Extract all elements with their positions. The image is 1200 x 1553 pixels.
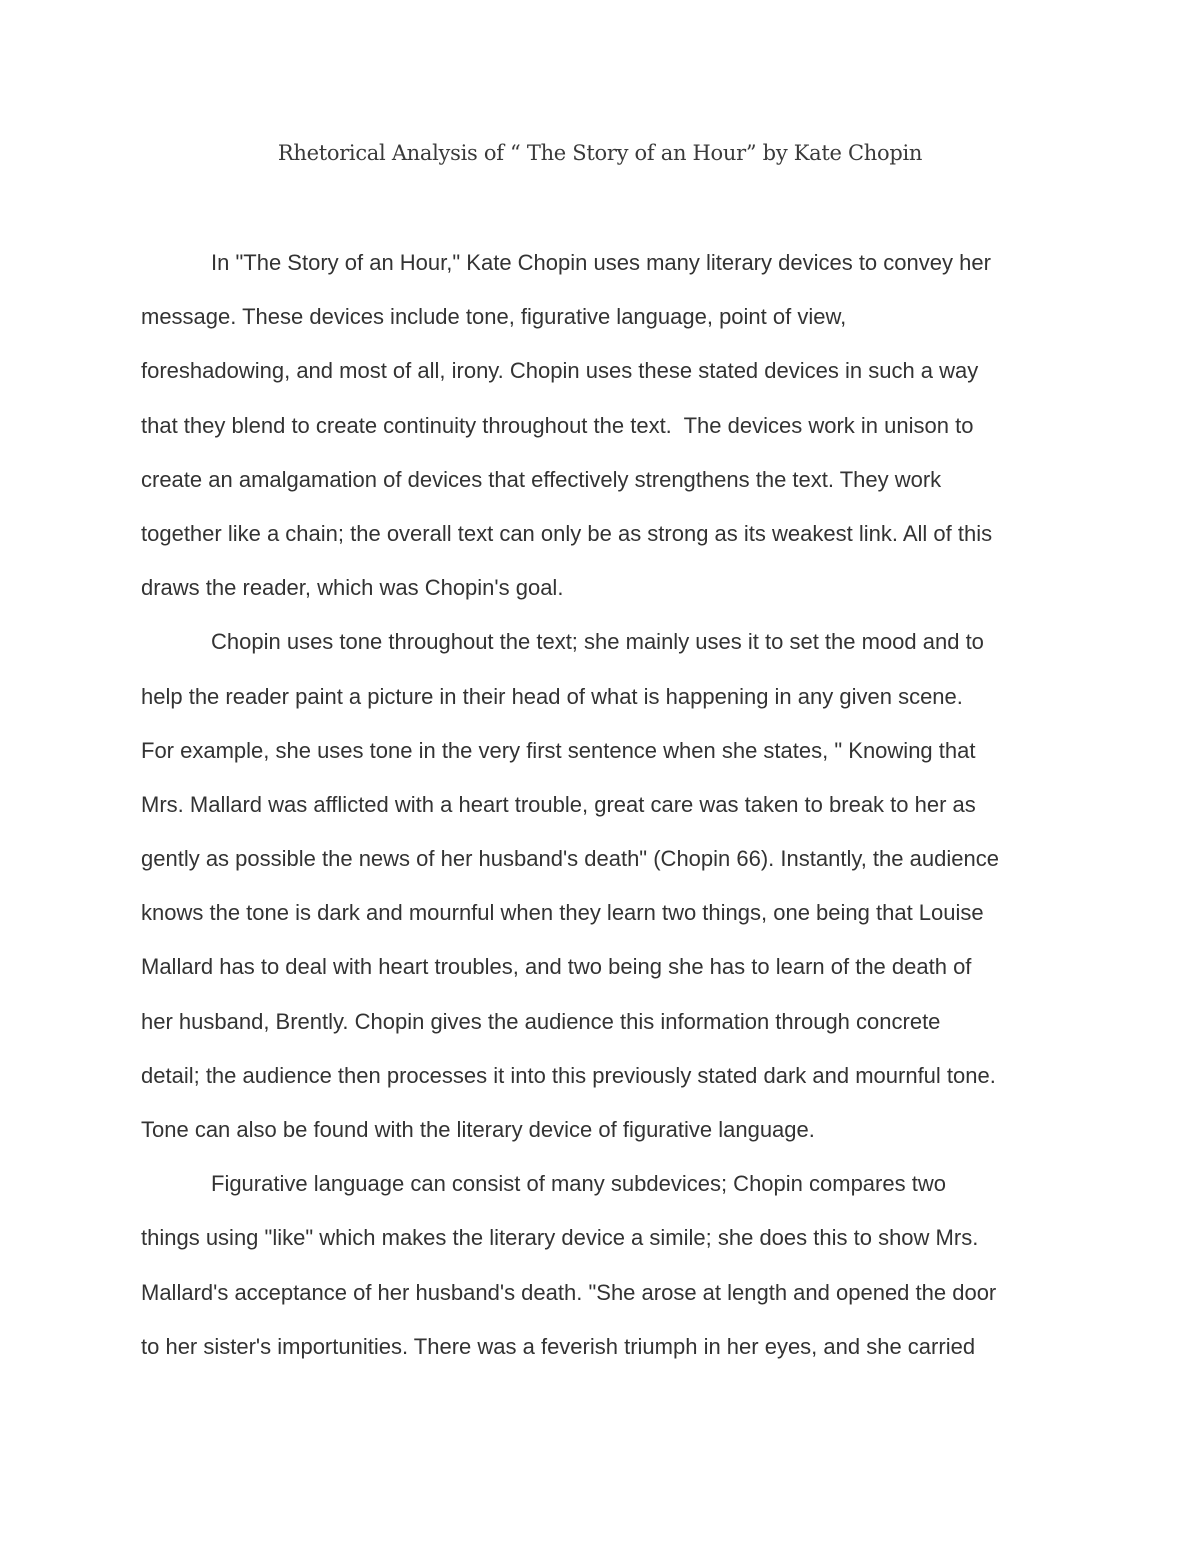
- text-line: foreshadowing, and most of all, irony. Chopin uses these stated devices in such a way: [141, 358, 979, 384]
- text-line: In "The Story of an Hour," Kate Chopin uses many literary devices to convey her: [211, 250, 991, 275]
- text-line: Figurative language can consist of many subdevices; Chopin compares two: [211, 1171, 946, 1197]
- text-line: knows the tone is dark and mournful when they learn two things, one being that Louise: [141, 900, 984, 926]
- text-line: Chopin uses tone throughout the text; she mainly uses it to set the mood and to: [211, 629, 984, 655]
- text-line: For example, she uses tone in the very first sentence when she states, " Knowing that: [141, 737, 976, 763]
- text-line: Mrs. Mallard was afflicted with a heart trouble, great care was taken to break to her as: [141, 791, 976, 817]
- text-line: create an amalgamation of devices that effectively strengthens the text. They work: [141, 466, 942, 492]
- text-line: together like a chain; the overall text can only be as strong as its weakest link. All of this: [141, 520, 993, 546]
- document-title: Rhetorical Analysis of “ The Story of an Hour” by Kate Chopin: [277, 141, 923, 165]
- paragraph-2: [141, 615, 1071, 1157]
- text-line: to her sister's importunities. There was a feverish triumph in her eyes, and she carried: [141, 1333, 976, 1359]
- text-line: Mallard's acceptance of her husband's death. "She arose at length and opened the door: [141, 1279, 997, 1305]
- paragraph-3: [141, 1157, 1071, 1374]
- text-line: things using "like" which makes the literary device a simile; she does this to show Mrs.: [141, 1225, 979, 1251]
- text-line: her husband, Brently. Chopin gives the audience this information through concrete: [141, 1008, 941, 1034]
- text-line: Mallard has to deal with heart troubles, and two being she has to learn of the death of: [141, 954, 972, 980]
- text-line: detail; the audience then processes it into this previously stated dark and mournful tone.: [141, 1062, 996, 1088]
- text-line: message. These devices include tone, figurative language, point of view,: [141, 304, 847, 330]
- text-line: Tone can also be found with the literary device of figurative language.: [141, 1117, 815, 1142]
- text-line: gently as possible the news of her husband's death" (Chopin 66). Instantly, the audience: [141, 846, 999, 872]
- document-body: [141, 236, 1071, 1374]
- text-line: that they blend to create continuity throughout the text. The devices work in unison to: [141, 412, 974, 438]
- paragraph-1: [141, 236, 1071, 615]
- text-line: draws the reader, which was Chopin's goal.: [141, 575, 564, 601]
- text-line: help the reader paint a picture in their head of what is happening in any given scene.: [141, 683, 963, 709]
